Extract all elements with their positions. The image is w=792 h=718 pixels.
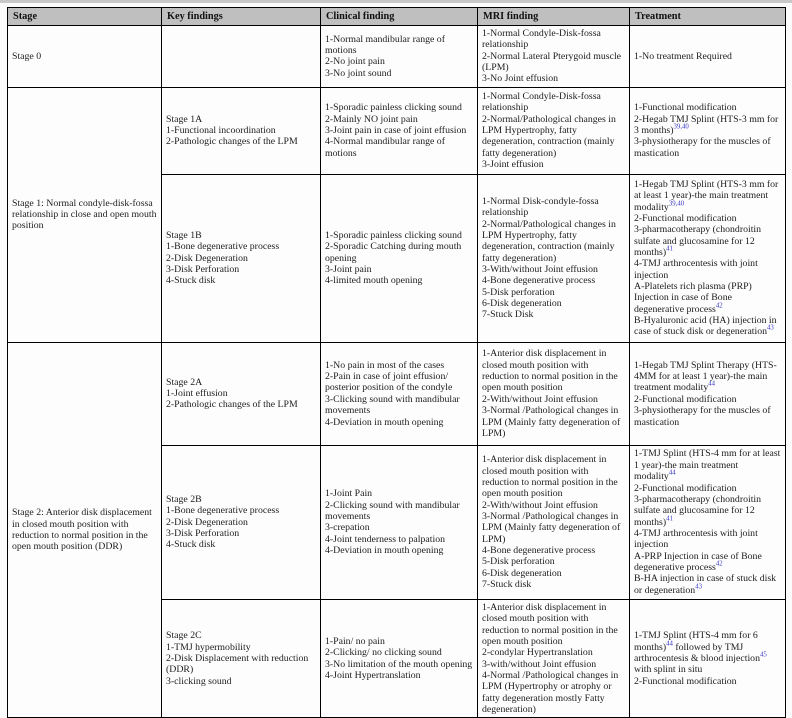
cell-line: 2-With/without Joint effusion <box>482 393 598 405</box>
cell-line: 4-Bone degenerative process <box>482 545 596 557</box>
treatment-cell <box>630 87 786 174</box>
cell-line: 2-Functional modification <box>634 393 737 405</box>
clinical-finding-cell <box>321 26 478 88</box>
clinical-finding-cell <box>321 87 478 174</box>
key-findings-cell <box>162 599 321 718</box>
cell-line: 1-Joint effusion <box>166 388 228 400</box>
cell-line: 4-Normal /Pathological changes in LPM (Hypertrophy or atrophy or fatty degeneration mostly Fatty degeneration) <box>482 669 619 716</box>
reference-superscript: 43 <box>767 325 774 333</box>
cell-line: 4-TMJ arthrocentesis with joint injection <box>634 258 758 281</box>
clinical-finding-cell <box>321 445 478 599</box>
column-header-mri-finding: MRI finding <box>478 8 630 26</box>
cell-line: 2-Disk Displacement with reduction (DDR) <box>166 652 309 676</box>
cell-line: 3-No joint sound <box>325 67 392 79</box>
cell-line: A-PRP Injection in case of Bone degenerative process$^{42}$ <box>634 550 762 574</box>
cell-line: 3-Normal /Pathological changes in LPM (Mainly fatty degeneration of LPM) <box>482 510 621 545</box>
cell-line: 5-Disk perforation <box>482 286 555 298</box>
cell-line: 3-physiotherapy for the muscles of mastication <box>634 136 771 159</box>
cell-line: 2-Clicking/ no clicking sound <box>325 647 442 659</box>
mri-finding-cell <box>478 342 630 445</box>
column-header-key-findings: Key findings <box>162 8 321 26</box>
cell-line: 4-Joint Hypertranslation <box>325 669 421 681</box>
cell-line: 2-condylar Hypertranslation <box>482 647 593 659</box>
reference-superscript: 41 <box>666 245 673 253</box>
cell-line: Stage 1B <box>166 229 202 241</box>
reference-superscript: 44 <box>708 381 716 389</box>
treatment-cell <box>630 342 786 445</box>
cell-line: 1-Functional modification <box>634 102 737 114</box>
cell-line: 3-No Joint effusion <box>482 73 559 85</box>
cell-line: 3-Joint effusion <box>482 159 544 171</box>
cell-line: 2-Pathologic changes of the LPM <box>166 136 298 148</box>
cell-line: 7-Stuck disk <box>482 579 532 591</box>
cell-line: B-Hyaluronic acid (HA) injection in case of stuck disk or degeneration$^{43}$ <box>634 315 777 338</box>
mri-finding-cell <box>478 445 630 599</box>
cell-line: 3-physiotherapy for the muscles of mastication <box>634 405 771 428</box>
cell-line: 1-Pain/ no pain <box>325 635 385 647</box>
cell-line: 4-TMJ arthrocentesis with joint injection <box>634 527 758 551</box>
cell-line: 2-Functional modification <box>634 212 737 224</box>
cell-line: 3-Clicking sound with mandibular movements <box>325 393 460 417</box>
cell-line: Stage 2A <box>166 376 203 388</box>
cell-line: B-HA injection in case of stuck disk or degeneration$^{43}$ <box>634 573 777 596</box>
page-top-rule <box>0 0 792 3</box>
cell-line: 1-Normal Condyle-Disk-fossa relationship <box>482 91 601 114</box>
clinical-finding-cell <box>321 342 478 445</box>
cell-line: Stage 2C <box>166 630 202 642</box>
cell-line: 3-No limitation of the mouth opening <box>325 658 473 670</box>
clinical-finding-cell <box>321 174 478 342</box>
cell-line: 1-Anterior disk displacement in closed mouth position with reduction to normal position in the open mouth position <box>482 454 618 500</box>
cell-line: 1-Anterior disk displacement in closed mouth position with reduction to normal position in the open mouth position <box>482 601 618 647</box>
mri-finding-cell <box>478 599 630 718</box>
column-header-stage: Stage <box>8 8 162 26</box>
stage-label-cell <box>8 87 162 342</box>
cell-line: 4-Stuck disk <box>166 539 216 551</box>
cell-line: 2-With/without Joint effusion <box>482 499 598 511</box>
cell-line: 4-Stuck disk <box>166 275 216 287</box>
reference-superscript: 42 <box>715 302 723 310</box>
reference-superscript: 43 <box>695 583 702 591</box>
cell-line: 1-No treatment Required <box>634 50 732 62</box>
cell-line: 1-Functional incoordination <box>166 125 276 137</box>
key-findings-cell <box>162 342 321 445</box>
cell-line: 4-Bone degenerative process <box>482 275 596 287</box>
cell-line: 4-limited mouth opening <box>325 275 423 287</box>
cell-line: 2-Pain in case of joint effusion/ posterior position of the condyle <box>325 371 453 394</box>
reference-superscript: 39,40 <box>673 123 689 131</box>
reference-superscript: 39,40 <box>668 200 685 208</box>
clinical-finding-cell <box>321 599 478 718</box>
reference-superscript: 44 <box>666 640 673 648</box>
cell-line: 1-Normal Condyle-Disk-fossa relationship <box>482 28 601 51</box>
cell-line: 3-Joint pain <box>325 263 372 275</box>
mri-finding-cell <box>478 26 630 88</box>
stage-label-cell <box>8 342 162 718</box>
treatment-cell <box>630 599 786 718</box>
cell-line: 1-Sporadic painless clicking sound <box>325 229 462 241</box>
cell-line: Stage 2B <box>166 493 202 505</box>
cell-line: 4-Deviation in mouth opening <box>325 545 444 557</box>
cell-line: 3-Joint pain in case of joint effusion <box>325 125 467 137</box>
mri-finding-cell <box>478 87 630 174</box>
cell-line: 1-Normal mandibular range of motions <box>325 33 445 57</box>
column-header-clinical-finding: Clinical finding <box>321 8 478 26</box>
cell-line: 3-with/without Joint effusion <box>482 658 597 670</box>
cell-line: 2-Functional modification <box>634 675 737 687</box>
reference-superscript: 45 <box>759 651 767 659</box>
reference-superscript: 44 <box>668 469 676 477</box>
column-header-treatment: Treatment <box>630 8 786 26</box>
cell-line: 2-Normal/Pathological changes in LPM Hypertrophy, fatty degeneration, contraction (mainly fatty degeneration) <box>482 113 616 159</box>
cell-line: 4-Normal mandibular range of motions <box>325 136 445 159</box>
reference-superscript: 41 <box>666 515 673 523</box>
cell-line: 1-Normal Disk-condyle-fossa relationship <box>482 195 599 219</box>
cell-line: 3-Disk Perforation <box>166 263 240 275</box>
cell-line: 2-Hegab TMJ Splint (HTS-3 mm for 3 months)$^{39,40}$ <box>634 113 779 137</box>
cell-line: 1-No pain in most of the cases <box>325 359 445 371</box>
table-row <box>8 87 786 174</box>
cell-line: 1-Sporadic painless clicking sound <box>325 102 462 114</box>
cell-line: 1-Bone degenerative process <box>166 505 280 517</box>
tmj-staging-table <box>7 7 786 718</box>
cell-line: 6-Disk degeneration <box>482 567 562 579</box>
cell-line: 1-Bone degenerative process <box>166 241 280 253</box>
cell-line: 2-Clicking sound with mandibular movements <box>325 499 460 522</box>
cell-line: 2-No joint pain <box>325 56 385 68</box>
stage-label: Stage 2: Anterior disk displacement in closed mouth position with reduction to normal position in the open mouth position (DDR) <box>12 507 152 553</box>
cell-line: 1-Joint Pain <box>325 488 373 500</box>
cell-line: 3-pharmacotherapy (chondroitin sulfate and glucosamine for 12 months)$^{41}$ <box>634 224 762 258</box>
treatment-cell <box>630 445 786 599</box>
cell-line: 2-Disk Degeneration <box>166 516 248 528</box>
cell-line: Stage 1A <box>166 113 203 125</box>
key-findings-cell <box>162 87 321 174</box>
cell-line: 2-Mainly NO joint pain <box>325 113 418 125</box>
cell-line: 4-Joint tenderness to palpation <box>325 533 445 545</box>
key-findings-cell <box>162 26 321 88</box>
stage-label: Stage 0 <box>12 50 42 62</box>
cell-line: 3-Disk Perforation <box>166 527 240 539</box>
cell-line: 2-Sporadic Catching during mouth opening <box>325 241 462 264</box>
cell-line: 1-TMJ Splint (HTS-4 mm for 6 months)$^{44}$ followed by TMJ arthrocentesis & blood injection$^{45}$ with splint in situ <box>634 630 767 676</box>
cell-line: 2-Normal Lateral Pterygoid muscle (LPM) <box>482 50 622 74</box>
cell-line: 1-Hegab TMJ Splint Therapy (HTS-4MM for at least 1 year)-the main treatment modality$^{44}$ <box>634 359 777 394</box>
cell-line: 5-Disk perforation <box>482 556 555 568</box>
stage-label-cell <box>8 26 162 88</box>
cell-line: 6-Disk degeneration <box>482 298 562 310</box>
cell-line: A-Platelets rich plasma (PRP) Injection in case of Bone degenerative process$^{42}$ <box>634 281 752 315</box>
treatment-cell <box>630 174 786 342</box>
key-findings-cell <box>162 174 321 342</box>
table-row <box>8 342 786 445</box>
mri-finding-cell <box>478 174 630 342</box>
cell-line: 3-clicking sound <box>166 675 232 687</box>
cell-line: 1-Anterior disk displacement in closed mouth position with reduction to normal position in the open mouth position <box>482 348 618 394</box>
cell-line: 2-Pathologic changes of the LPM <box>166 399 298 411</box>
cell-line: 2-Normal/Pathological changes in LPM Hypertrophy, fatty degeneration, contraction (mainly fatty degeneration) <box>482 218 616 264</box>
cell-line: 7-Stuck Disk <box>482 309 534 321</box>
cell-line: 3-pharmacotherapy (chondroitin sulfate and glucosamine for 12 months)$^{41}$ <box>634 493 762 528</box>
stage-label: Stage 1: Normal condyle-disk-fossa relationship in close and open mouth position <box>12 197 157 232</box>
cell-line: 2-Disk Degeneration <box>166 252 248 264</box>
treatment-cell <box>630 26 786 88</box>
cell-line: 3-Normal /Pathological changes in LPM (Mainly fatty degeneration of LPM) <box>482 405 621 439</box>
reference-superscript: 42 <box>715 560 723 568</box>
cell-line: 1-TMJ Splint (HTS-4 mm for at least 1 year)-the main treatment modality$^{44}$ <box>634 448 781 483</box>
cell-line: 3-crepation <box>325 522 370 534</box>
key-findings-cell <box>162 445 321 599</box>
cell-line: 4-Deviation in mouth opening <box>325 416 444 428</box>
cell-line: 1-Hegab TMJ Splint (HTS-3 mm for at least 1 year)-the main treatment modality$^{39,40}$ <box>634 178 779 213</box>
cell-line: 1-TMJ hypermobility <box>166 641 251 653</box>
table-row <box>8 26 786 88</box>
cell-line: 2-Functional modification <box>634 482 737 494</box>
cell-line: 3-With/without Joint effusion <box>482 263 598 275</box>
